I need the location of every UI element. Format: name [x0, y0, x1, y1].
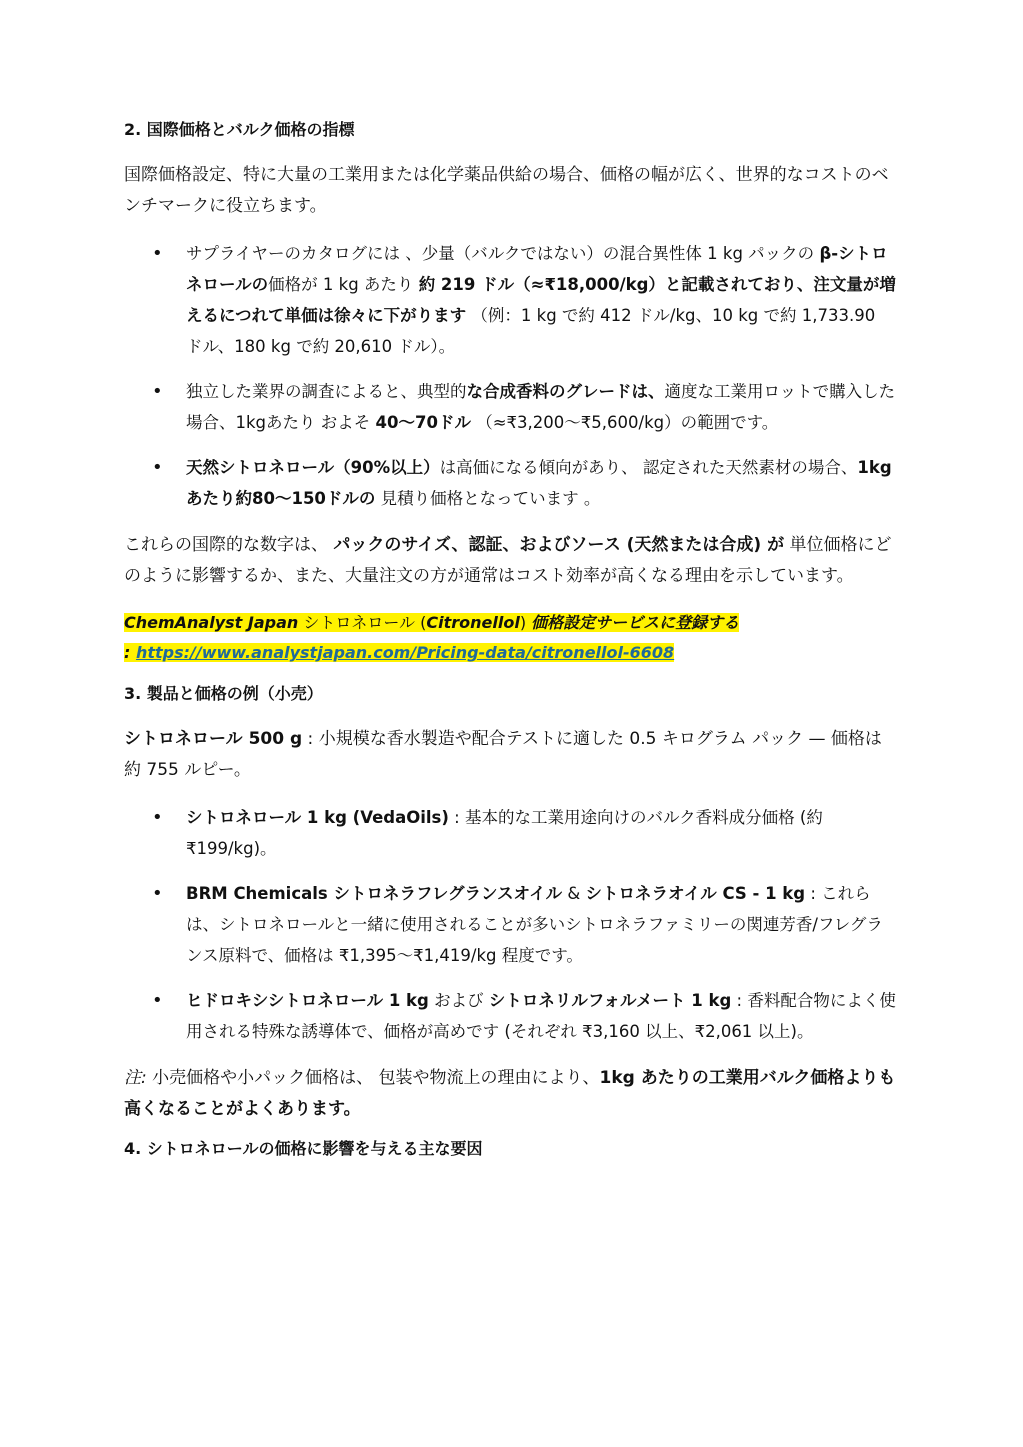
pricing-link[interactable]: https://www.analystjapan.com/Pricing-data/citronellol-6608	[135, 643, 675, 662]
promo-brand: ChemAnalyst Japan	[124, 613, 299, 632]
section-2-bullet-list	[124, 238, 896, 514]
list-item: • 独立した業界の調査によると、典型的な合成香料のグレードは、適度な工業用ロットで購入した場合、1kgあたり およそ 40〜70ドル （≈₹3,200〜₹5,600/kg）の範囲です。	[124, 376, 896, 438]
section-2-intro: 国際価格設定、特に大量の工業用または化学薬品供給の場合、価格の幅が広く、世界的なコストのベンチマークに役立ちます。	[124, 165, 889, 216]
section-3-bullet-list	[124, 802, 896, 1047]
promo-cta: 価格設定サービスに登録する	[531, 613, 740, 632]
section-2-closing: これらの国際的な数字は、 パックのサイズ、認証、およびソース (天然または合成) が 単位価格にどのように影響するか、また、大量注文の方が通常はコスト効率が高くなる理由を示しています。	[124, 535, 892, 586]
list-item: • ヒドロキシシトロネロール 1 kg および シトロネリルフォルメート 1 kg : 香料配合物によく使用される特殊な誘導体で、価格が高めです (それぞれ ₹3,160 以上、₹2,061 以上)。	[124, 985, 896, 1047]
document-page	[124, 118, 896, 1179]
promo-highlight: ChemAnalyst Japan シトロネロール (Citronellol) 価格設定サービスに登録する	[124, 613, 740, 632]
section-3-lead: シトロネロール 500 g : 小規模な香水製造や配合テストに適した 0.5 キログラム パック — 価格は約 755 ルピー。	[124, 729, 882, 780]
promo-banner: ChemAnalyst Japan シトロネロール (Citronellol) 価格設定サービスに登録する : https://www.analystjapan.com/Pricing-data/citronellol-6608	[124, 613, 740, 662]
section-2-heading: 2. 国際価格とバルク価格の指標	[124, 120, 355, 139]
section-3-heading: 3. 製品と価格の例（小売）	[124, 684, 323, 703]
list-item: • BRM Chemicals シトロネラフレグランスオイル & シトロネラオイル CS - 1 kg : これらは、シトロネロールと一緒に使用されることが多いシトロネラファミリーの関連芳香/フレグランス原料で、価格は ₹1,395〜₹1,419/kg 程度です。	[124, 878, 896, 971]
list-item: • 天然シトロネロール（90%以上）は高価になる傾向があり、 認定された天然素材の場合、1kgあたり約80〜150ドルの 見積り価格となっています 。	[124, 452, 896, 514]
list-item: • サプライヤーのカタログには 、少量（バルクではない）の混合異性体 1 kg パックの β-シトロネロールの価格が 1 kg あたり 約 219 ドル（≈₹18,000/kg）と記載されており、注文量が増えるにつれて単価は徐々に下がります （例：1 kg で約 412 ドル/kg、10 kg で約 1,733.90 ドル、180 kg で約 20,610 ドル）。	[124, 238, 896, 362]
section-3-note: 注: 小売価格や小パック価格は、 包装や物流上の理由により、1kg あたりの工業用バルク価格よりも高くなることがよくあります。	[124, 1068, 896, 1119]
list-item: • シトロネロール 1 kg (VedaOils) : 基本的な工業用途向けのバルク香料成分価格 (約 ₹199/kg)。	[124, 802, 896, 864]
section-4-heading: 4. シトロネロールの価格に影響を与える主な要因	[124, 1139, 483, 1158]
